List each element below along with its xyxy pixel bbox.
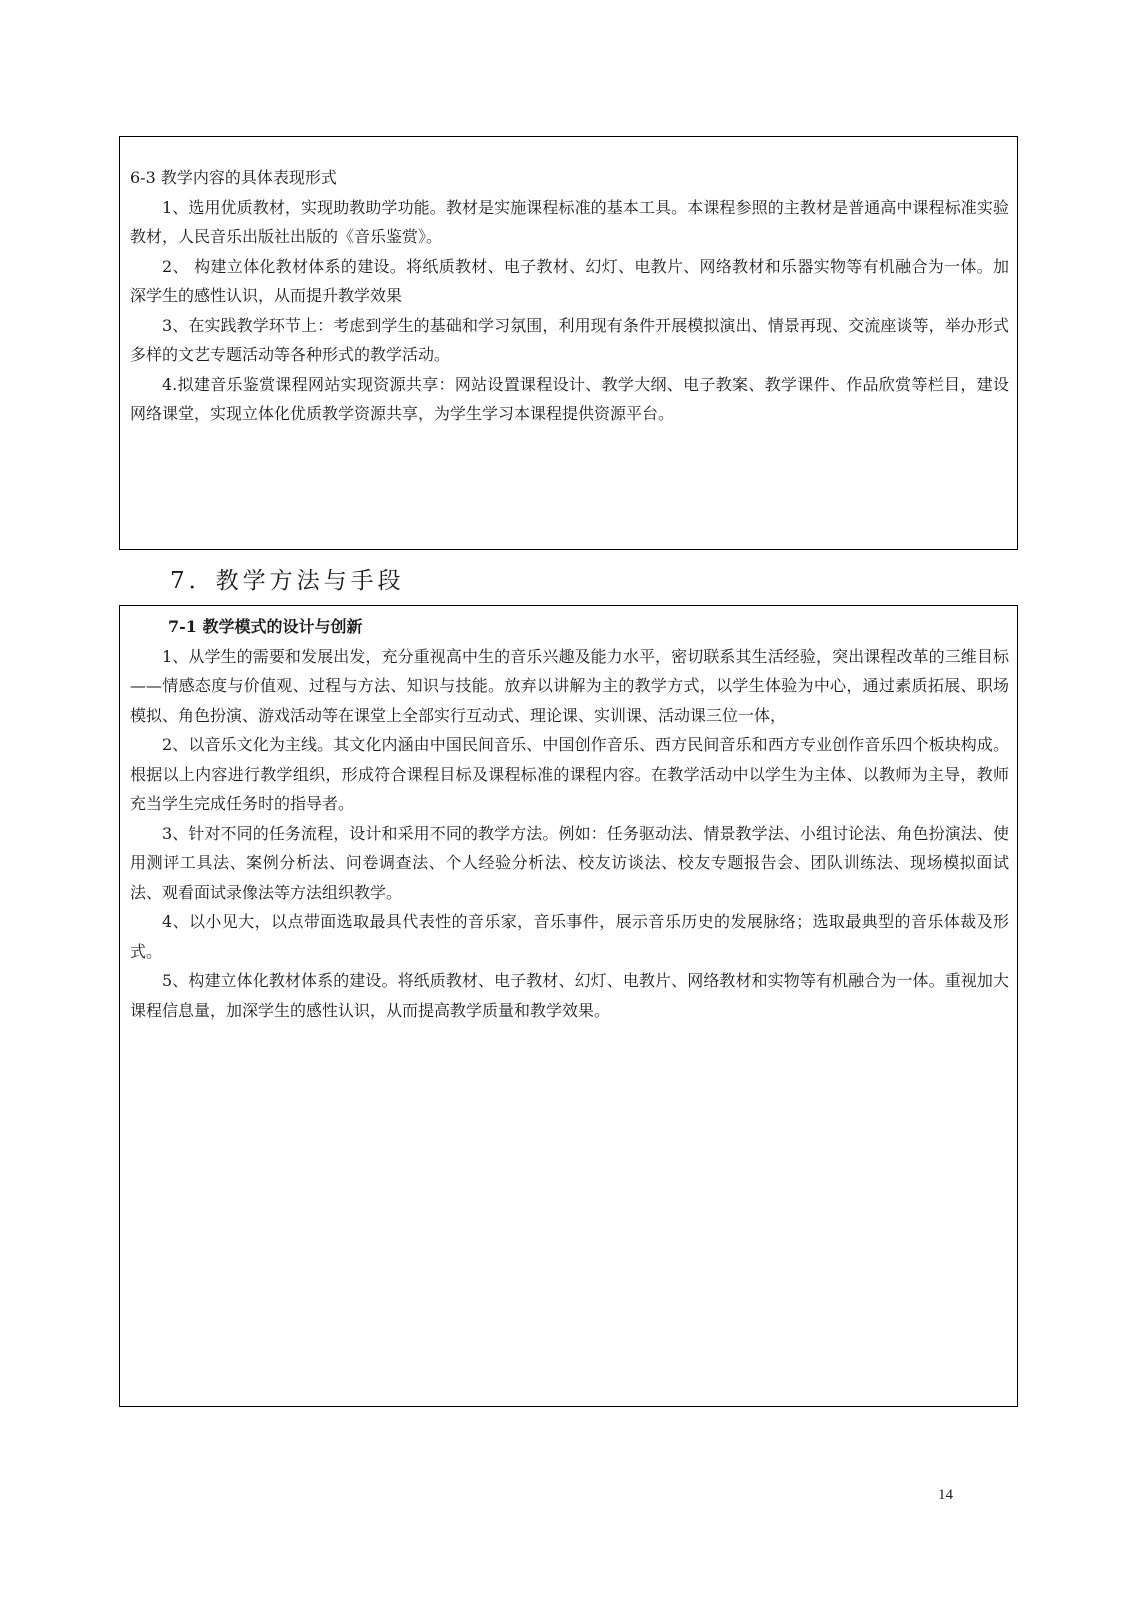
section-7-1-heading: 7-1 教学模式的设计与创新 — [168, 617, 363, 636]
paragraph: 1、从学生的需要和发展出发，充分重视高中生的音乐兴趣及能力水平，密切联系其生活经验，突出课程改革的三维目标——情感态度与价值观、过程与方法、知识与技能。放弃以讲解为主的教学方式，以学生体验为中心，通过素质拓展、职场模拟、角色扮演、游戏活动等在课堂上全部实行互动式、理论课、实训课、活动课三位一体， — [130, 646, 1009, 725]
paragraph: 3、针对不同的任务流程，设计和采用不同的教学方法。例如：任务驱动法、情景教学法、小组讨论法、角色扮演法、使用测评工具法、案例分析法、问卷调查法、个人经验分析法、校友访谈法、校友专题报告会、团队训练法、现场模拟面试法、观看面试录像法等方法组织教学。 — [130, 823, 1009, 902]
paragraph: 1、选用优质教材，实现助教助学功能。教材是实施课程标准的基本工具。本课程参照的主教材是普通高中课程标准实验教材，人民音乐出版社出版的《音乐鉴赏》。 — [130, 197, 1009, 246]
paragraph: 2、 构建立体化教材体系的建设。将纸质教材、电子教材、幻灯、电教片、网络教材和乐器实物等有机融合为一体。加深学生的感性认识，从而提升教学效果 — [130, 256, 1009, 305]
paragraph: 5、构建立体化教材体系的建设。将纸质教材、电子教材、幻灯、电教片、网络教材和实物等有机融合为一体。重视加大课程信息量，加深学生的感性认识，从而提高教学质量和教学效果。 — [130, 971, 1009, 1020]
section-6-3-box — [119, 136, 1018, 550]
page-number: 14 — [938, 1487, 953, 1503]
paragraph: 2、以音乐文化为主线。其文化内涵由中国民间音乐、中国创作音乐、西方民间音乐和西方专业创作音乐四个板块构成。根据以上内容进行教学组织，形成符合课程目标及课程标准的课程内容。在教学活动中以学生为主体、以教师为主导，教师充当学生完成任务时的指导者。 — [130, 735, 1009, 813]
section-7-1-box — [119, 605, 1018, 1407]
paragraph: 4、以小见大，以点带面选取最具代表性的音乐家，音乐事件，展示音乐历史的发展脉络；选取最典型的音乐体裁及形式。 — [130, 912, 1009, 961]
paragraph: 4.拟建音乐鉴赏课程网站实现资源共享：网站设置课程设计、教学大纲、电子教案、教学课件、作品欣赏等栏目，建设网络课堂，实现立体化优质教学资源共享，为学生学习本课程提供资源平台。 — [130, 374, 1009, 423]
paragraph: 3、在实践教学环节上：考虑到学生的基础和学习氛围，利用现有条件开展模拟演出、情景再现、交流座谈等，举办形式多样的文艺专题活动等各种形式的教学活动。 — [130, 315, 1009, 364]
section-6-3-heading: 6-3 教学内容的具体表现形式 — [130, 168, 337, 187]
section-7-title: 7．教学方法与手段 — [170, 568, 405, 594]
